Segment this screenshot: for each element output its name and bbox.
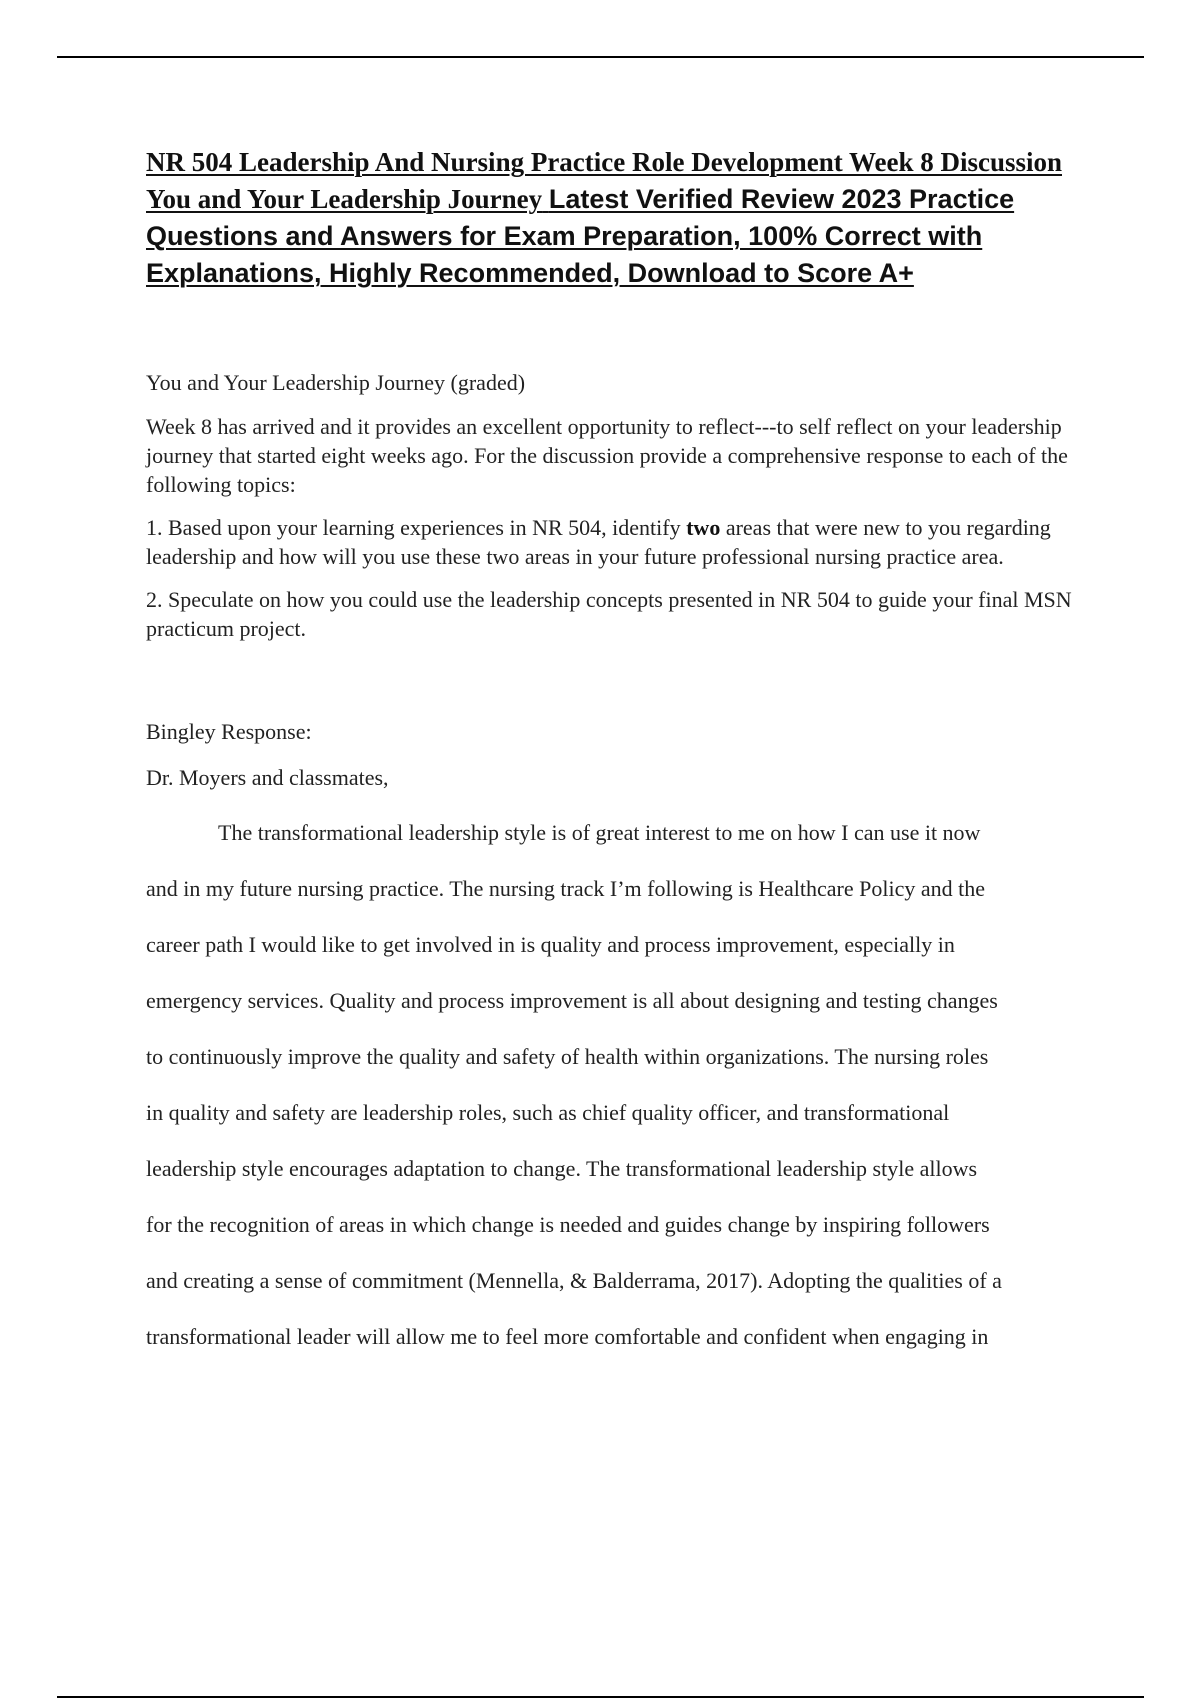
topic-item-1-suffix: areas that were new to you regarding leadership and how will you use these two areas in your future professional nursing practice area. [146, 515, 1051, 569]
top-rule [57, 56, 1144, 58]
essay-line: and in my future nursing practice. The nursing track I’m following is Healthcare Policy and the [146, 876, 986, 901]
essay-paragraph [146, 805, 1106, 1365]
essay-line: for the recognition of areas in which change is needed and guides change by inspiring followers [146, 1212, 990, 1237]
essay-line: leadership style encourages adaptation to change. The transformational leadership style allows [146, 1156, 978, 1181]
discussion-intro: Week 8 has arrived and it provides an excellent opportunity to reflect---to self reflect on your leadership journey that started eight weeks ago. For the discussion provide a comprehensive response to each of the following topics: [146, 414, 1068, 497]
topic-item-1-prefix: 1. Based upon your learning experiences in NR 504, identify [146, 515, 687, 540]
document-title [146, 144, 1106, 292]
topic-item-2: 2. Speculate on how you could use the leadership concepts presented in NR 504 to guide your final MSN practicum project. [146, 587, 1072, 641]
essay-line: transformational leader will allow me to feel more comfortable and confident when engaging in [146, 1324, 989, 1349]
essay-line: career path I would like to get involved in is quality and process improvement, especially in [146, 932, 955, 957]
essay-line: in quality and safety are leadership roles, such as chief quality officer, and transformational [146, 1100, 950, 1125]
document-body [146, 144, 1106, 1365]
title-promo-part: Latest Verified Review 2023 Practice Questions and Answers for Exam Preparation, 100% Correct with Explanations, Highly Recommended, Download to Score A+ [146, 184, 1015, 288]
topic-item-1-bold: two [686, 515, 721, 540]
essay-line: The transformational leadership style is of great interest to me on how I can use it now [218, 820, 981, 845]
essay-line: and creating a sense of commitment (Mennella, & Balderrama, 2017). Adopting the qualities of a [146, 1268, 1002, 1293]
salutation: Dr. Moyers and classmates, [146, 765, 389, 790]
bottom-rule [57, 1696, 1144, 1698]
essay-line: to continuously improve the quality and safety of health within organizations. The nursing roles [146, 1044, 989, 1069]
response-label: Bingley Response: [146, 719, 312, 744]
title-course-part: NR 504 Leadership And Nursing Practice Role Development Week 8 Discussion You and Your Leadership Journey [146, 147, 1062, 214]
essay-line: emergency services. Quality and process improvement is all about designing and testing changes [146, 988, 998, 1013]
discussion-subheading: You and Your Leadership Journey (graded) [146, 370, 526, 395]
topic-item-1 [146, 513, 1106, 571]
